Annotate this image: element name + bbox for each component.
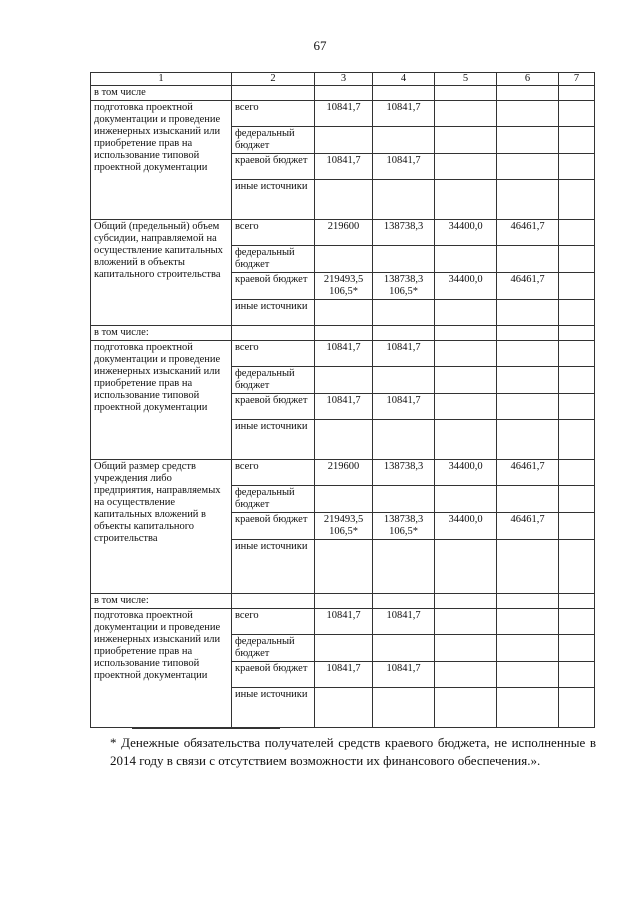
value-cell (435, 180, 497, 220)
empty-cell (497, 594, 559, 609)
value-cell (435, 662, 497, 688)
funding-source: краевой бюджет (232, 273, 315, 300)
value-cell (435, 154, 497, 180)
value-cell (435, 246, 497, 273)
value-cell (559, 460, 595, 486)
value-cell (315, 300, 373, 326)
funding-source: всего (232, 101, 315, 127)
value-cell: 219600 (315, 460, 373, 486)
row-group-title: подготовка проектной документации и проведение инженерных изысканий или приобретение прав на использование типовой проектной документации (91, 341, 232, 460)
value-cell: 219493,5 106,5* (315, 273, 373, 300)
table-row (91, 101, 595, 127)
funding-source: иные источники (232, 420, 315, 460)
funding-source: краевой бюджет (232, 662, 315, 688)
empty-cell (497, 326, 559, 341)
budget-table (90, 72, 595, 728)
value-cell (315, 540, 373, 594)
value-cell (497, 300, 559, 326)
value-cell (373, 540, 435, 594)
empty-cell (497, 86, 559, 101)
value-cell (559, 367, 595, 394)
value-cell (559, 220, 595, 246)
row-group-title: подготовка проектной документации и проведение инженерных изысканий или приобретение прав на использование типовой проектной документации (91, 609, 232, 728)
value-cell: 138738,3 (373, 460, 435, 486)
value-cell (559, 420, 595, 460)
funding-source: краевой бюджет (232, 394, 315, 420)
value-cell: 10841,7 (315, 609, 373, 635)
value-cell (497, 688, 559, 728)
section-label-row (91, 86, 595, 101)
section-label: в том числе: (91, 594, 232, 609)
value-cell (559, 127, 595, 154)
empty-cell (315, 326, 373, 341)
value-cell (497, 341, 559, 367)
value-cell (435, 609, 497, 635)
footnote: * Денежные обязательства получателей средств краевого бюджета, не исполненные в 2014 году в связи с отсутствием возможности их финансового обеспечения.». (110, 735, 596, 768)
value-cell (373, 246, 435, 273)
value-cell (315, 246, 373, 273)
value-cell (559, 341, 595, 367)
column-header: 3 (315, 73, 373, 86)
value-cell (497, 127, 559, 154)
row-group-title: Общий (предельный) объем субсидии, направляемой на осуществление капитальных вложений в объекты капитального строительства (91, 220, 232, 326)
section-label: в том числе: (91, 326, 232, 341)
funding-source: всего (232, 460, 315, 486)
value-cell (497, 101, 559, 127)
value-cell (559, 540, 595, 594)
column-header: 2 (232, 73, 315, 86)
value-cell (373, 300, 435, 326)
value-cell (373, 127, 435, 154)
value-cell (497, 246, 559, 273)
value-cell (497, 394, 559, 420)
value-cell (435, 540, 497, 594)
value-cell (497, 180, 559, 220)
value-cell (497, 609, 559, 635)
value-cell: 10841,7 (373, 341, 435, 367)
value-cell (435, 367, 497, 394)
value-cell: 138738,3 106,5* (373, 513, 435, 540)
funding-source: федеральный бюджет (232, 246, 315, 273)
footnote-divider (132, 728, 280, 729)
page-number: 67 (313, 38, 327, 53)
empty-cell (232, 86, 315, 101)
value-cell (435, 486, 497, 513)
table-row (91, 460, 595, 486)
value-cell: 138738,3 (373, 220, 435, 246)
value-cell (559, 513, 595, 540)
value-cell (559, 154, 595, 180)
value-cell (497, 486, 559, 513)
funding-source: иные источники (232, 688, 315, 728)
value-cell (497, 420, 559, 460)
value-cell (559, 300, 595, 326)
value-cell: 10841,7 (315, 154, 373, 180)
value-cell: 10841,7 (373, 154, 435, 180)
value-cell: 34400,0 (435, 220, 497, 246)
funding-source: всего (232, 341, 315, 367)
value-cell (497, 540, 559, 594)
value-cell (373, 180, 435, 220)
empty-cell (315, 594, 373, 609)
value-cell (373, 420, 435, 460)
table-row (91, 220, 595, 246)
empty-cell (435, 594, 497, 609)
value-cell (497, 154, 559, 180)
value-cell: 34400,0 (435, 460, 497, 486)
empty-cell (559, 326, 595, 341)
empty-cell (232, 594, 315, 609)
value-cell (559, 273, 595, 300)
value-cell: 10841,7 (315, 662, 373, 688)
section-label-row (91, 594, 595, 609)
empty-cell (232, 326, 315, 341)
funding-source: иные источники (232, 180, 315, 220)
value-cell: 34400,0 (435, 513, 497, 540)
funding-source: краевой бюджет (232, 154, 315, 180)
column-header: 1 (91, 73, 232, 86)
value-cell: 10841,7 (373, 662, 435, 688)
header-row (91, 73, 595, 86)
empty-cell (435, 326, 497, 341)
value-cell (559, 101, 595, 127)
value-cell (559, 688, 595, 728)
empty-cell (373, 86, 435, 101)
value-cell: 46461,7 (497, 220, 559, 246)
funding-source: всего (232, 609, 315, 635)
value-cell: 138738,3 106,5* (373, 273, 435, 300)
value-cell (373, 367, 435, 394)
value-cell (373, 486, 435, 513)
empty-cell (315, 86, 373, 101)
value-cell (435, 635, 497, 662)
funding-source: федеральный бюджет (232, 367, 315, 394)
value-cell: 46461,7 (497, 273, 559, 300)
value-cell (315, 688, 373, 728)
column-header: 4 (373, 73, 435, 86)
funding-source: всего (232, 220, 315, 246)
funding-source: федеральный бюджет (232, 635, 315, 662)
value-cell (435, 394, 497, 420)
funding-source: иные источники (232, 540, 315, 594)
section-label-row (91, 326, 595, 341)
value-cell (373, 688, 435, 728)
column-header: 6 (497, 73, 559, 86)
row-group-title: Общий размер средств учреждения либо предприятия, направляемых на осуществление капитальных вложений в объекты капитального строительства (91, 460, 232, 594)
empty-cell (373, 594, 435, 609)
value-cell (497, 367, 559, 394)
value-cell (559, 180, 595, 220)
value-cell (373, 635, 435, 662)
value-cell (315, 180, 373, 220)
value-cell (435, 300, 497, 326)
column-header: 7 (559, 73, 595, 86)
value-cell (315, 420, 373, 460)
section-label: в том числе (91, 86, 232, 101)
value-cell: 10841,7 (315, 101, 373, 127)
value-cell: 10841,7 (373, 609, 435, 635)
value-cell: 10841,7 (315, 341, 373, 367)
empty-cell (435, 86, 497, 101)
funding-source: иные источники (232, 300, 315, 326)
value-cell (315, 635, 373, 662)
value-cell (559, 662, 595, 688)
value-cell (435, 101, 497, 127)
funding-source: краевой бюджет (232, 513, 315, 540)
value-cell: 34400,0 (435, 273, 497, 300)
value-cell (497, 635, 559, 662)
value-cell: 46461,7 (497, 460, 559, 486)
value-cell: 219600 (315, 220, 373, 246)
value-cell (315, 486, 373, 513)
value-cell (435, 688, 497, 728)
value-cell: 10841,7 (373, 394, 435, 420)
value-cell (559, 486, 595, 513)
empty-cell (559, 594, 595, 609)
value-cell (315, 127, 373, 154)
value-cell (315, 367, 373, 394)
value-cell (559, 246, 595, 273)
value-cell: 46461,7 (497, 513, 559, 540)
value-cell: 219493,5 106,5* (315, 513, 373, 540)
value-cell (435, 127, 497, 154)
value-cell (559, 609, 595, 635)
row-group-title: подготовка проектной документации и проведение инженерных изысканий или приобретение прав на использование типовой проектной документации (91, 101, 232, 220)
value-cell: 10841,7 (315, 394, 373, 420)
empty-cell (559, 86, 595, 101)
value-cell (559, 635, 595, 662)
value-cell (435, 341, 497, 367)
table-row (91, 341, 595, 367)
table-row (91, 609, 595, 635)
value-cell (559, 394, 595, 420)
value-cell: 10841,7 (373, 101, 435, 127)
value-cell (435, 420, 497, 460)
column-header: 5 (435, 73, 497, 86)
funding-source: федеральный бюджет (232, 127, 315, 154)
value-cell (497, 662, 559, 688)
funding-source: федеральный бюджет (232, 486, 315, 513)
empty-cell (373, 326, 435, 341)
